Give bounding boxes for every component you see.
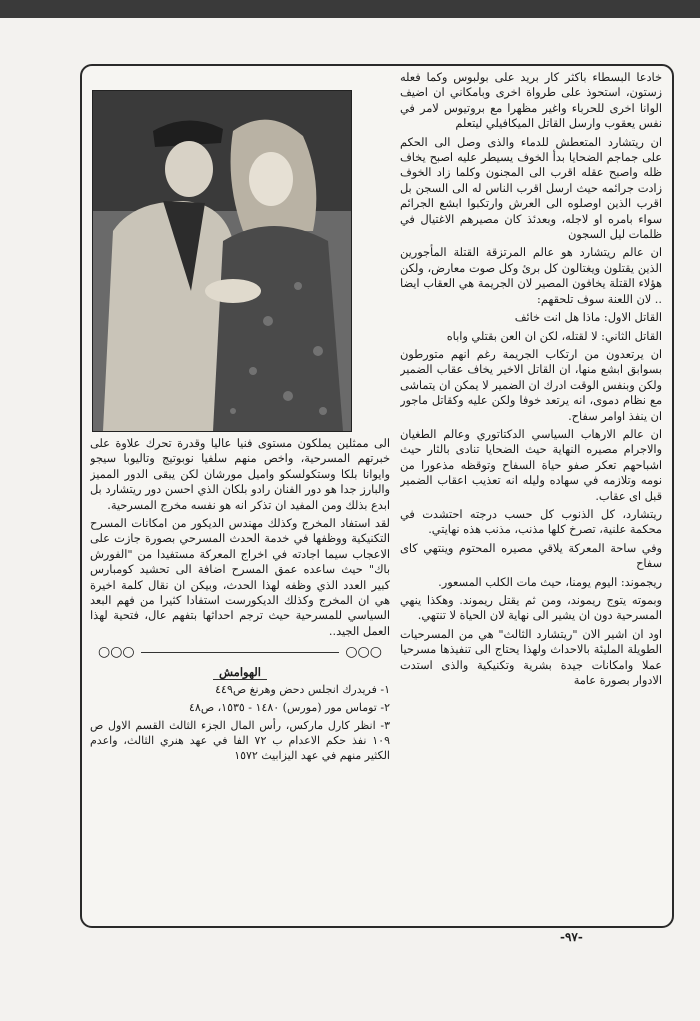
section-divider xyxy=(98,645,382,660)
footnote: ٣- انظر كارل ماركس، رأس المال الجزء الثالث القسم الاول ص ١٠٩ نفذ حكم الاعدام ب ٧٢ الفا في عهد هنري الثالث، واعدم الكثير منهم في عهد اليزابيث ١٥٧٢ xyxy=(90,719,390,763)
scan-top-edge xyxy=(0,0,700,18)
actors-illustration xyxy=(93,91,351,431)
footnotes-title: الهوامش xyxy=(90,665,390,680)
paragraph: خادعا البسطاء باكثر كار بريد على بولبوس وكما فعله زستون، استحوذ على طرواة اخرى وبامكاني ان اضيف الوانا اخرى للحرباء واغير مظهرا مع بروتيوس لامر في نفس يعقوب وارسل القاتل الميكافيلي ليتعلم xyxy=(400,71,662,131)
stage-photo xyxy=(92,90,352,432)
paragraph: اود ان اشير الان "ريتشارد الثالث" هي من المسرحيات الطويلة المليئة بالاحداث ولهذا يحتاج الى تنفيذها مسرحيا عملا وامكانات جيدة بشرية وتكنيكية والذى استدت الادوار بصورة عامة xyxy=(400,627,662,688)
paragraph: الى ممثلين يملكون مستوى فنيا عاليا وقدرة تحرك علاوة على خبرتهم المسرحية، واخص منهم سلفيا نوبوتيج وتاليوبا سيجو وايوانا بلكا وستكولسكو واميل مورشان لكن يبقى الدور المميز والبارز جدا هو دور الفنان رادو بلكان الذي احسن دور ريتشارد بل ابدع بذلك ومن المفيد ان تذكر انه هو نفسه مخرج المسرحية. xyxy=(90,437,390,512)
footnote: ٢- توماس مور (مورس) ١٤٨٠ - ١٥٣٥، ص٤٨ xyxy=(188,701,390,715)
paragraph: وبموته يتوج ريموند، ومن ثم يقتل ريموند. وهكذا ينهي المسرحية دون ان يشير الى نهاية لان الحياة لا تنتهي. xyxy=(400,594,662,623)
right-text-column xyxy=(400,70,662,920)
paragraph: لقد استفاد المخرج وكذلك مهندس الديكور من امكانات المسرح التكنيكية ووظفها في خدمة الحدث المسرحي بصورة جازت على الاعجاب سيما اجادته في اخراج المعركة مستفيدا من "الفورش باك" حيث ساعده عمق المسرح اضافة الى تحشيد كومبارس كبير العدد الذي وظفه لهذا الحدث، وبيكن ان نقال كلمة اخيرة هي ان المخرج وكذلك الديكورست استفادا كثيرا من فهم البعد السياسي للمسرحية حيث ترجم احداثها بتفهم عال، فتحية لهذا العمل الجيد.. xyxy=(90,517,390,638)
dialogue-line: ريجموند: اليوم يومنا، حيث مات الكلب المسعور. xyxy=(438,575,662,589)
dialogue-line: القاتل الثاني: لا لقتله، لكن ان العن بقتلي واباه xyxy=(446,329,662,343)
paragraph: ريتشارد، كل الذنوب كل حسب درجته احتشدت في محكمة علنية، تصرخ كلها مذنب، مذنب هذه نهايتي. xyxy=(400,507,662,537)
page-number: -٩٧- xyxy=(560,930,583,944)
circles-ornament: ○○○ xyxy=(98,644,135,661)
circles-ornament: ○○○ xyxy=(345,644,382,661)
paragraph: ان عالم الارهاب السياسي الدكتاتوري وعالم الطغيان والاجرام مصيره النهاية حيث الضحايا تنادى بالثار حيث اشباحهم تعكر صفو حياة السفاح وتوقظه مذعورا من نومه وتلازمه في سهاده وليله انه تعذيب اعقاب الضمير قبل اى عقاب. xyxy=(400,427,662,503)
paragraph: ان ريتشارد المتعطش للدماء والذى وصل الى الحكم على جماجم الضحايا بدأ الخوف يسيطر عليه اصبح يخاف ظله واصبح عقله اقرب الى المجنون وكلما زاد الخوف زادت جرائمه حيث ارسل اقرب الناس له الى السجن بل اقرب الذين اوصلوه الى العرش وارتكبوا ابشع الجرائم سواء بامره او لاجله، وبعدئذ كان مصيرهم الاغتيال في ظلمات ليل السجون xyxy=(400,135,662,242)
article-frame xyxy=(80,64,674,928)
paragraph: ان يرتعدون من ارتكاب الجريمة رغم انهم متورطون بسوابق ابشع منها، ان القاتل الاخير يخاف عقاب الضمير ولكن وبنفس الوقت ادرك ان الضمير لا يمكن ان يتماشى مع نظام دموى، انه يرتعد خوفا ولكن عليه وكقاتل ماجور ان ينفذ اوامر سفاح. xyxy=(400,347,662,423)
footnote: ١- فريدرك انجلس دحض وهرنغ ص٤٤٩ xyxy=(215,683,390,697)
paragraph: وفي ساحة المعركة يلاقي مصيره المحتوم وينتهي كاى سفاح xyxy=(400,541,662,571)
dialogue-line: القاتل الاول: ماذا هل انت خائف xyxy=(514,311,662,325)
left-text-column xyxy=(90,436,390,918)
paragraph: ان عالم ريتشارد هو عالم المرتزقة القتلة المأجورين الذين يقتلون ويغتالون كل برئ وكل صوت معارض، ولكن هؤلاء القتلة يخافون المصير لان الجريمة هي العقاب ايضا .. لان اللعنة سوف تلحقهم: xyxy=(400,246,662,306)
